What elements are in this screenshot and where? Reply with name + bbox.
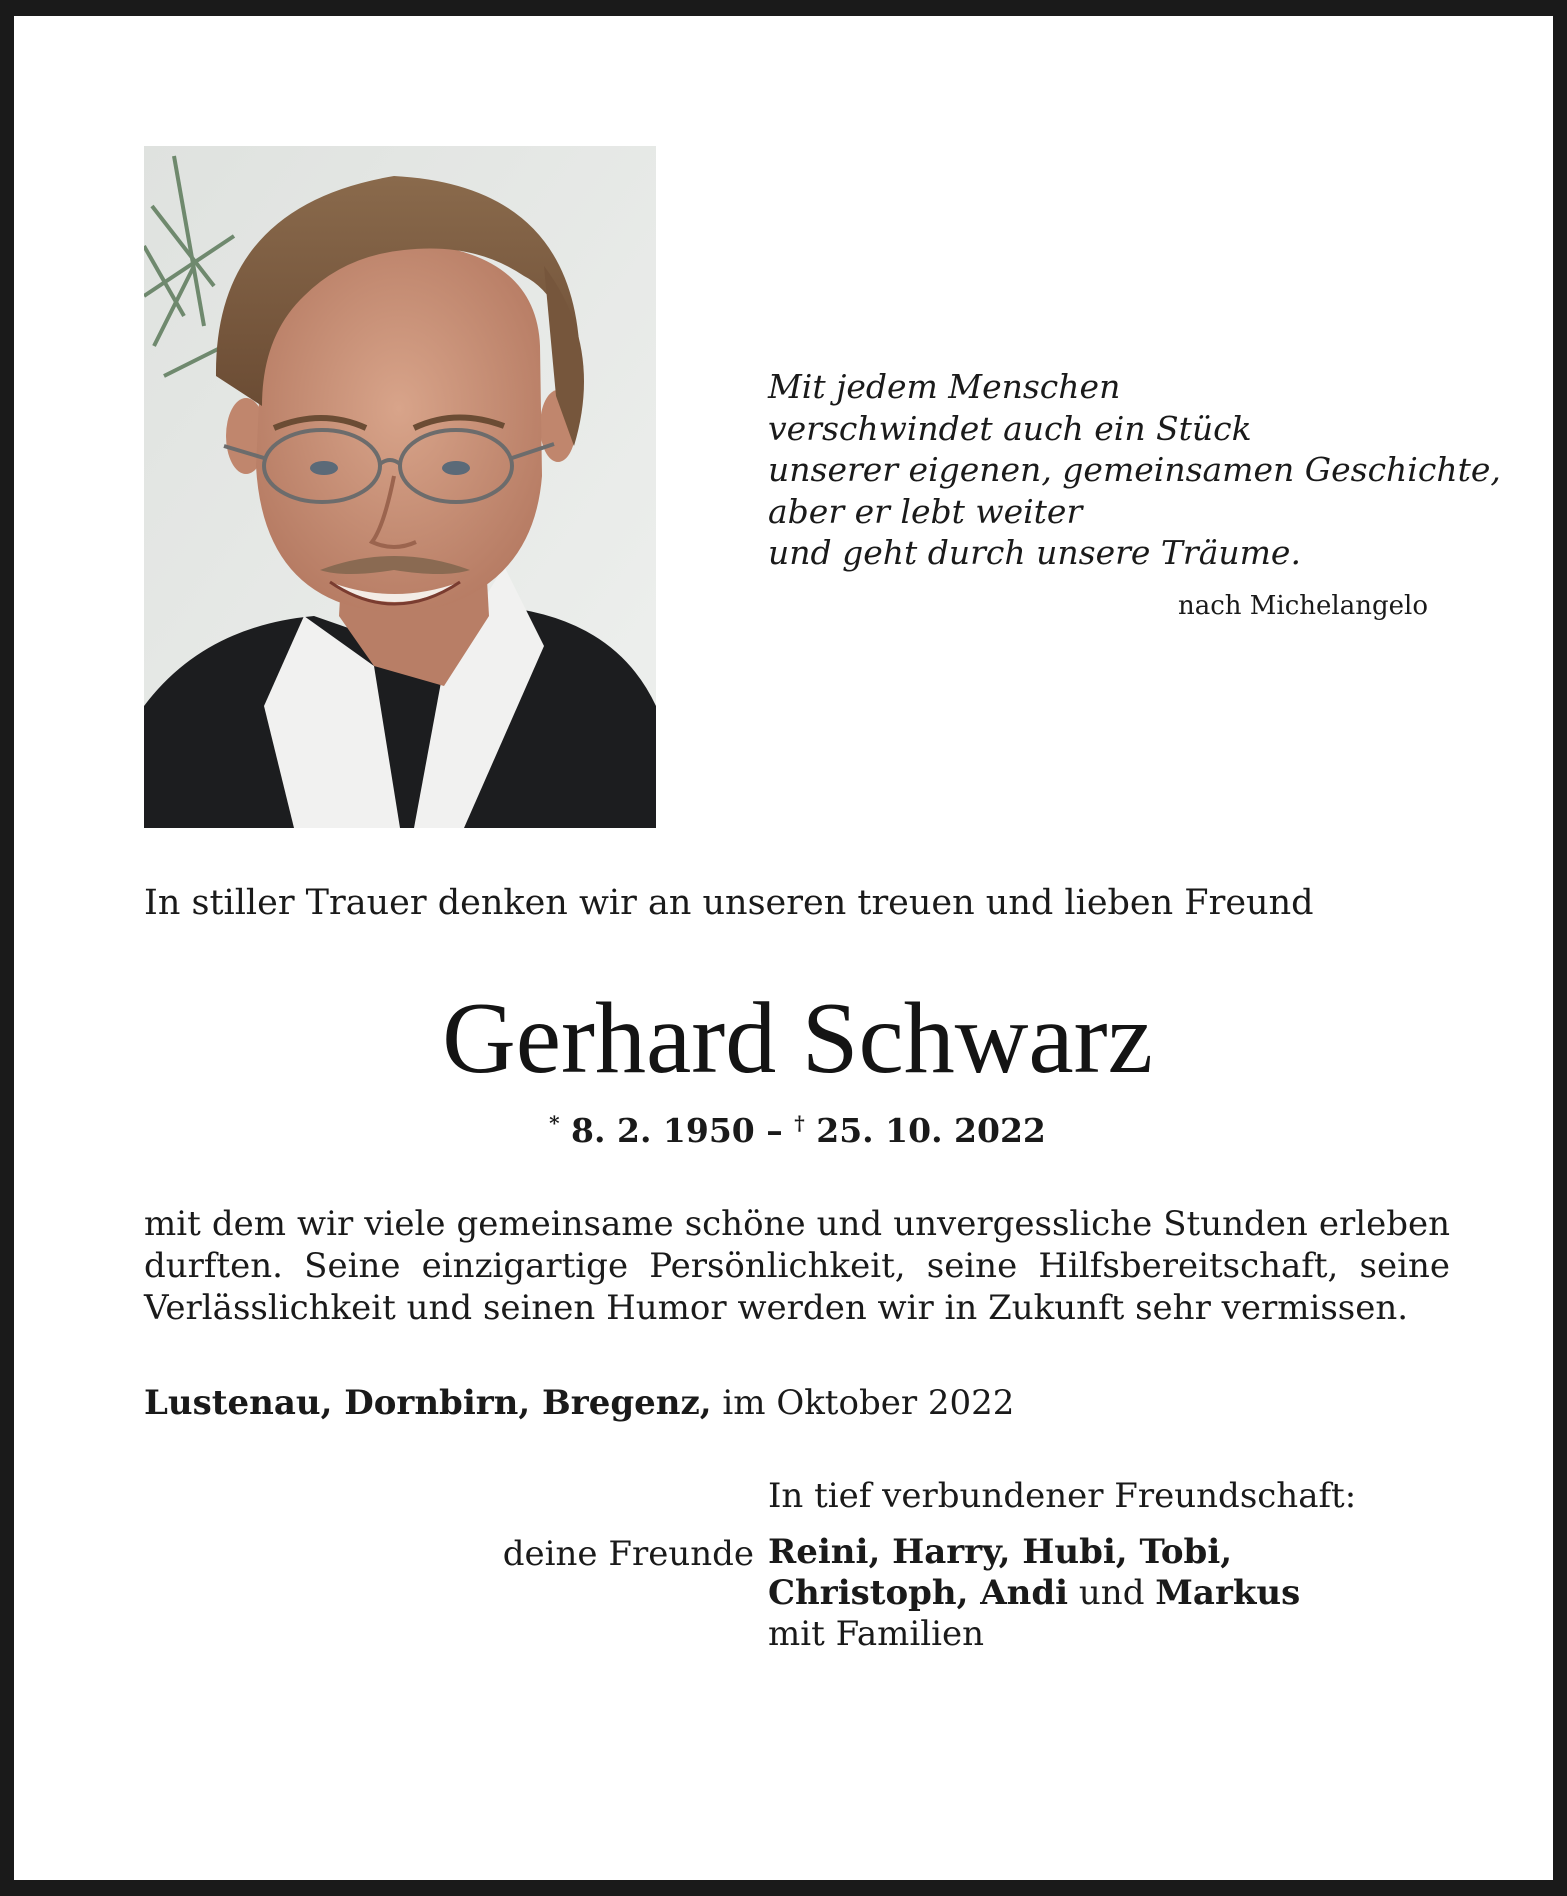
intro-text: In stiller Trauer denken wir an unseren treuen und lieben Freund — [144, 883, 1314, 923]
birth-date: 8. 2. 1950 — [571, 1111, 755, 1150]
friends-label: deine Freunde — [502, 1534, 754, 1574]
death-date: 25. 10. 2022 — [816, 1111, 1046, 1150]
date-separator: – — [766, 1111, 783, 1150]
signers-line-1 — [768, 1532, 1300, 1573]
body-line: mit dem wir viele gemeinsame schöne und unvergessliche Stunden erleben — [144, 1204, 1450, 1244]
place-date: im Oktober 2022 — [722, 1383, 1015, 1423]
deceased-name: Gerhard Schwarz — [442, 982, 1153, 1095]
quote-source: nach Michelangelo — [1177, 591, 1428, 621]
quote-line: unserer eigenen, gemeinsamen Geschichte, — [768, 450, 1501, 489]
signer-names: Reini, Harry, Hubi, Tobi, — [768, 1532, 1233, 1572]
quote-line: Mit jedem Menschen — [768, 367, 1121, 406]
signers-block — [768, 1532, 1300, 1655]
body-paragraph — [144, 1203, 1450, 1329]
quote-line: aber er lebt weiter — [768, 491, 1083, 531]
signers-line-2 — [768, 1573, 1300, 1614]
place-and-date — [144, 1380, 1444, 1426]
signer-names: Christoph, Andi — [768, 1573, 1069, 1613]
signer-names: Markus — [1155, 1573, 1301, 1613]
birth-symbol: * — [549, 1111, 560, 1135]
quote-line: und geht durch unsere Träume. — [768, 533, 1301, 572]
body-line: Verlässlichkeit und seinen Humor werden wir in Zukunft sehr vermissen. — [144, 1288, 1409, 1328]
portrait-photo — [144, 146, 656, 828]
farewell-text: In tief verbundener Freundschaft: — [768, 1476, 1357, 1516]
signer-conjunction: und — [1078, 1573, 1145, 1613]
death-symbol: † — [794, 1111, 805, 1135]
body-line: durften. Seine einzigartige Persönlichkeit, seine Hilfsbereitschaft, seine — [144, 1246, 1450, 1286]
life-dates — [14, 1109, 1567, 1153]
place-towns: Lustenau, Dornbirn, Bregenz, — [144, 1383, 712, 1423]
quote-line: verschwindet auch ein Stück — [768, 408, 1252, 448]
signers-line-3: mit Familien — [768, 1614, 985, 1654]
memorial-quote — [768, 366, 1501, 574]
portrait-photo-icon — [144, 146, 656, 828]
